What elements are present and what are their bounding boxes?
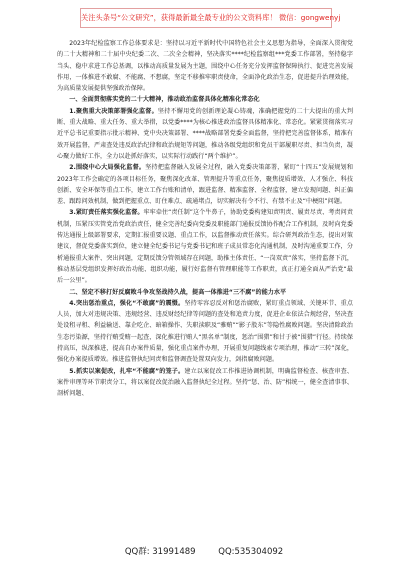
item-text-4: 坚持零容忍反对和惩治腐败，紧盯重点领域、关键环节、重点人员，加大对违规决策、违规经营、违反财经纪律等问题的查处和追责力度，促进企业依法合规经营，坚决查处设租寻租、利益输送、靠企吃企、暗箱操作、失职渎职及“雅贿”“影子股东”等隐性腐败问题。坚决清除政治生态污染源，坚持行贿受贿一起查，深化推进行贿人“黑名单”制度，惩治“围猎”和甘于被“围猎”行径。持续保持高压，纵深推进，提高自办案件质量，强化重点案件办理，开展重复问题线索专项治理，推动“三转”深化，强化办案提质增效。推进监督执纪问责和监督调查处置双向发力，剑指腐败问题。	[57, 299, 353, 364]
item-text-1: 坚持不懈用党的创新理论凝心铸魂，准确把握党的二十大提出的重大判断、重大战略、重大任务、重大举措，以党委****为核心推进政治监督具体精准化、常态化。紧紧贯彻落实习近平总书记重要指示批示精神、党中央决策部署、****战略部署党委全面监督，坚持把完善监督体系，精准有效开展监督，严肃查处违反政治纪律和政治规矩等问题，推动各级党组织和党员干部履职尽责、担当负责，凝心聚力做好工作，全力以赴抓好落实，以实际行动践行“两个维护”。	[57, 107, 353, 160]
section-heading-1: 一、全面贯彻落实党的二十大精神，推动政治监督具体化精准化常态化	[69, 96, 260, 104]
item-lead-1: 1.聚焦重大决策部署强化监督。	[69, 107, 158, 115]
paragraph-item-4	[57, 298, 353, 366]
footer-contact	[0, 545, 408, 557]
item-text-5: 建立以案促改工作推进协调机制，明确监督检查、核查审查、案件审理等环节职责分工，将以案促改促治融入监督执纪全过程。坚持“惩、治、防”相统一，健全查清事事、剖析问题、	[57, 367, 353, 398]
item-text-3: 牢牢牵住“责任制”这个牛鼻子，协助党委构建知责明责、履责尽责、考责问责机制，压紧压实管党治党政治责任，健全完善纪委向党委及职能部门通报反馈协作配合工作机制，及时向党委传达通报上级部署要求，定期汇报重要议题、重点工作，以监督推动责任落实。综合研判政治生态，提出对策建议，督促党委落实到位，建立健全纪委书记与党委书记和班子成员常态化沟通机制，及时沟通重要工作，分析通报重大案件、突出问题，定期反馈分管领域存在问题，助推主体责任、“一岗双责”落实，坚持监督下沉，推动基层党组织发挥好政治功能、组织功能，履行好监督有管理职能等工作职责，真正打通全面从严治党“最后一公里”。	[57, 209, 353, 285]
item-text-2: 坚持把监督融入发展全过程，融入党委决策部署，紧盯“十四五”发展规划和2023年工作会确定的各项目标任务，聚焦深化改革、管理提升等重点任务，聚焦提质增效、人才强企、科技创新、安全环保等重点工作，建立工作台账和清单，跟进监督、精准监督、全程监督，建立发现问题、纠正偏差、跟踪问效机制，做到把握重点、盯住难点、疏通堵点，切实解决有令不行、有禁不止及“中梗阻”问题。	[57, 164, 353, 206]
banner-text: 关注头条号“公文研究”，获得最新最全最专业的公文资料库！ 微信：gongwenyj	[81, 13, 341, 22]
intro-paragraph: 2023年纪检监察工作总体要求是：坚持以习近平新时代中国特色社会主义思想为指导，全面深入贯彻党的二十大精神和二十届中央纪委二次、二次全会精神，坚决落实****纪检监察组***党委工作部署，坚持稳字当头、稳中求进工作总基调，以推动高质量发展为主题，围绕中心任务充分发挥监督保障执行、促进完善发展作用，一体推进不敢腐、不能腐、不想腐，坚定不移推牢职责使命，全面净化政治生态，促进提升治理效能，为高质量发展提供坚强政治保障。	[57, 40, 353, 93]
document-body	[57, 38, 353, 400]
paragraph-item-1	[57, 106, 353, 162]
item-lead-4: 4.突出惩治重点，强化“不敢腐”的震慑。	[69, 299, 185, 307]
footer-qq: QQ:535304092	[218, 547, 284, 557]
paragraph-item-5	[57, 366, 353, 400]
header-banner	[80, 8, 341, 28]
item-lead-5: 5.抓实以案促改，扎牢“不能腐”的笼子。	[69, 367, 185, 375]
paragraph-item-3	[57, 207, 353, 286]
section-heading-2: 二、坚定不移打好反腐败斗争攻坚战持久战，提高一体推进“三不腐”的能力水平	[69, 288, 287, 296]
paragraph-item-2	[57, 162, 353, 207]
item-lead-2: 2.围绕中心大局强化监督。	[69, 164, 146, 172]
item-lead-3: 3.紧盯责任落实强化监督。	[69, 209, 144, 217]
footer-qq-group: QQ群: 31991489	[124, 547, 196, 557]
